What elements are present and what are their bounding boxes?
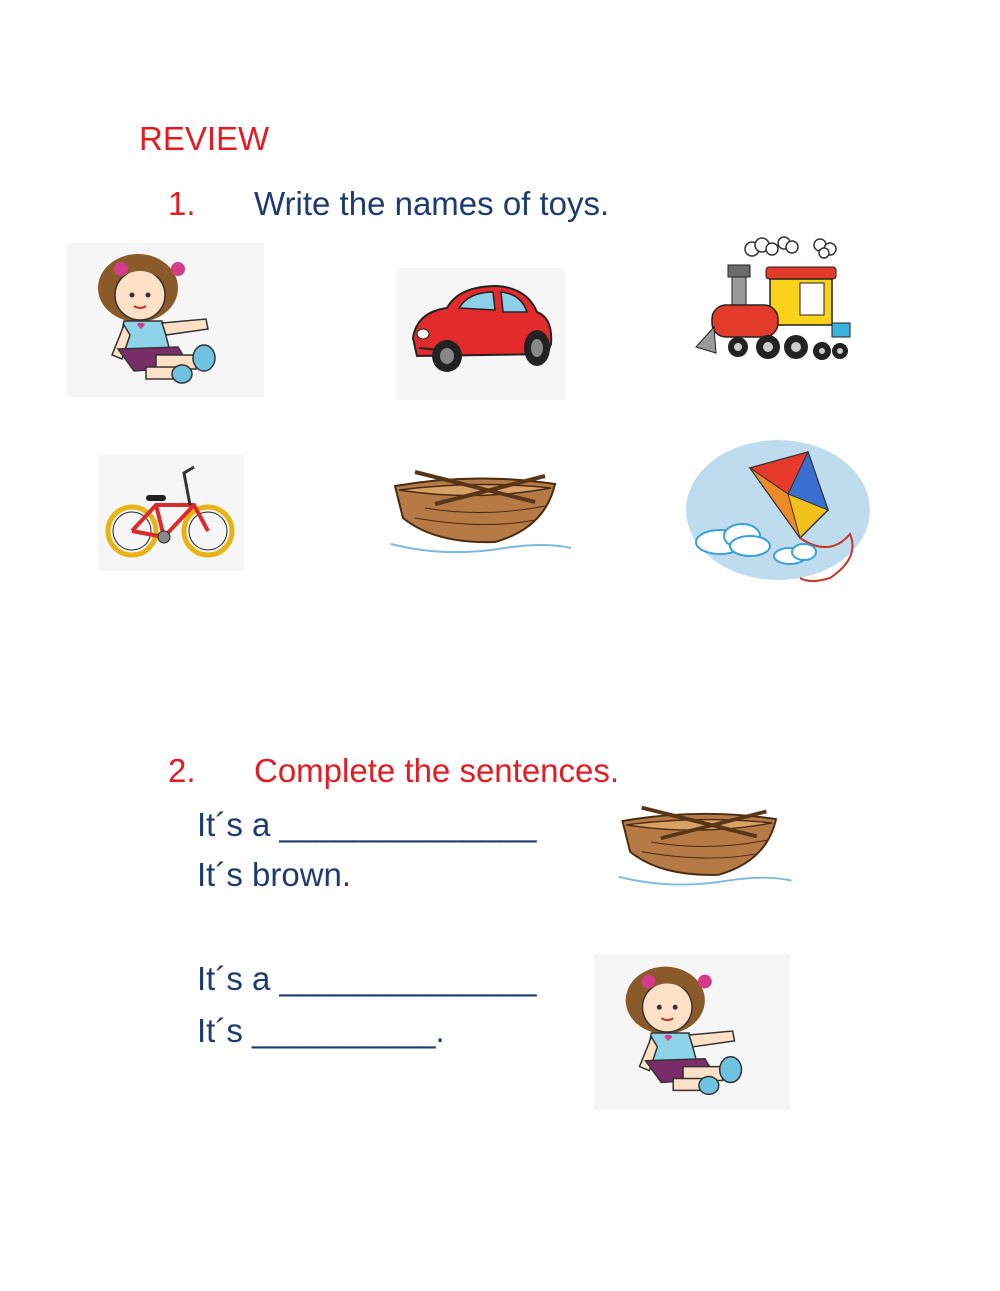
doll-image xyxy=(594,954,790,1110)
question-2-number: 2. xyxy=(168,752,196,789)
doll-image xyxy=(66,243,264,397)
sentence-2-color: It´s __________. xyxy=(197,1012,445,1049)
car-image xyxy=(397,268,565,400)
question-2-text: Complete the sentences. xyxy=(254,752,620,789)
question-1-text: Write the names of toys. xyxy=(254,185,610,222)
train-image xyxy=(692,235,852,370)
sentence-1-color: It´s brown. xyxy=(197,856,352,893)
bicycle-image xyxy=(98,455,244,571)
page-title: REVIEW xyxy=(139,120,270,157)
boat-image xyxy=(612,798,798,894)
kite-image xyxy=(680,438,876,593)
sentence-1-blank: It´s a ______________ xyxy=(197,806,537,843)
sentence-2-blank: It´s a ______________ xyxy=(197,960,537,997)
boat-image xyxy=(385,462,577,562)
question-1-number: 1. xyxy=(168,185,196,222)
